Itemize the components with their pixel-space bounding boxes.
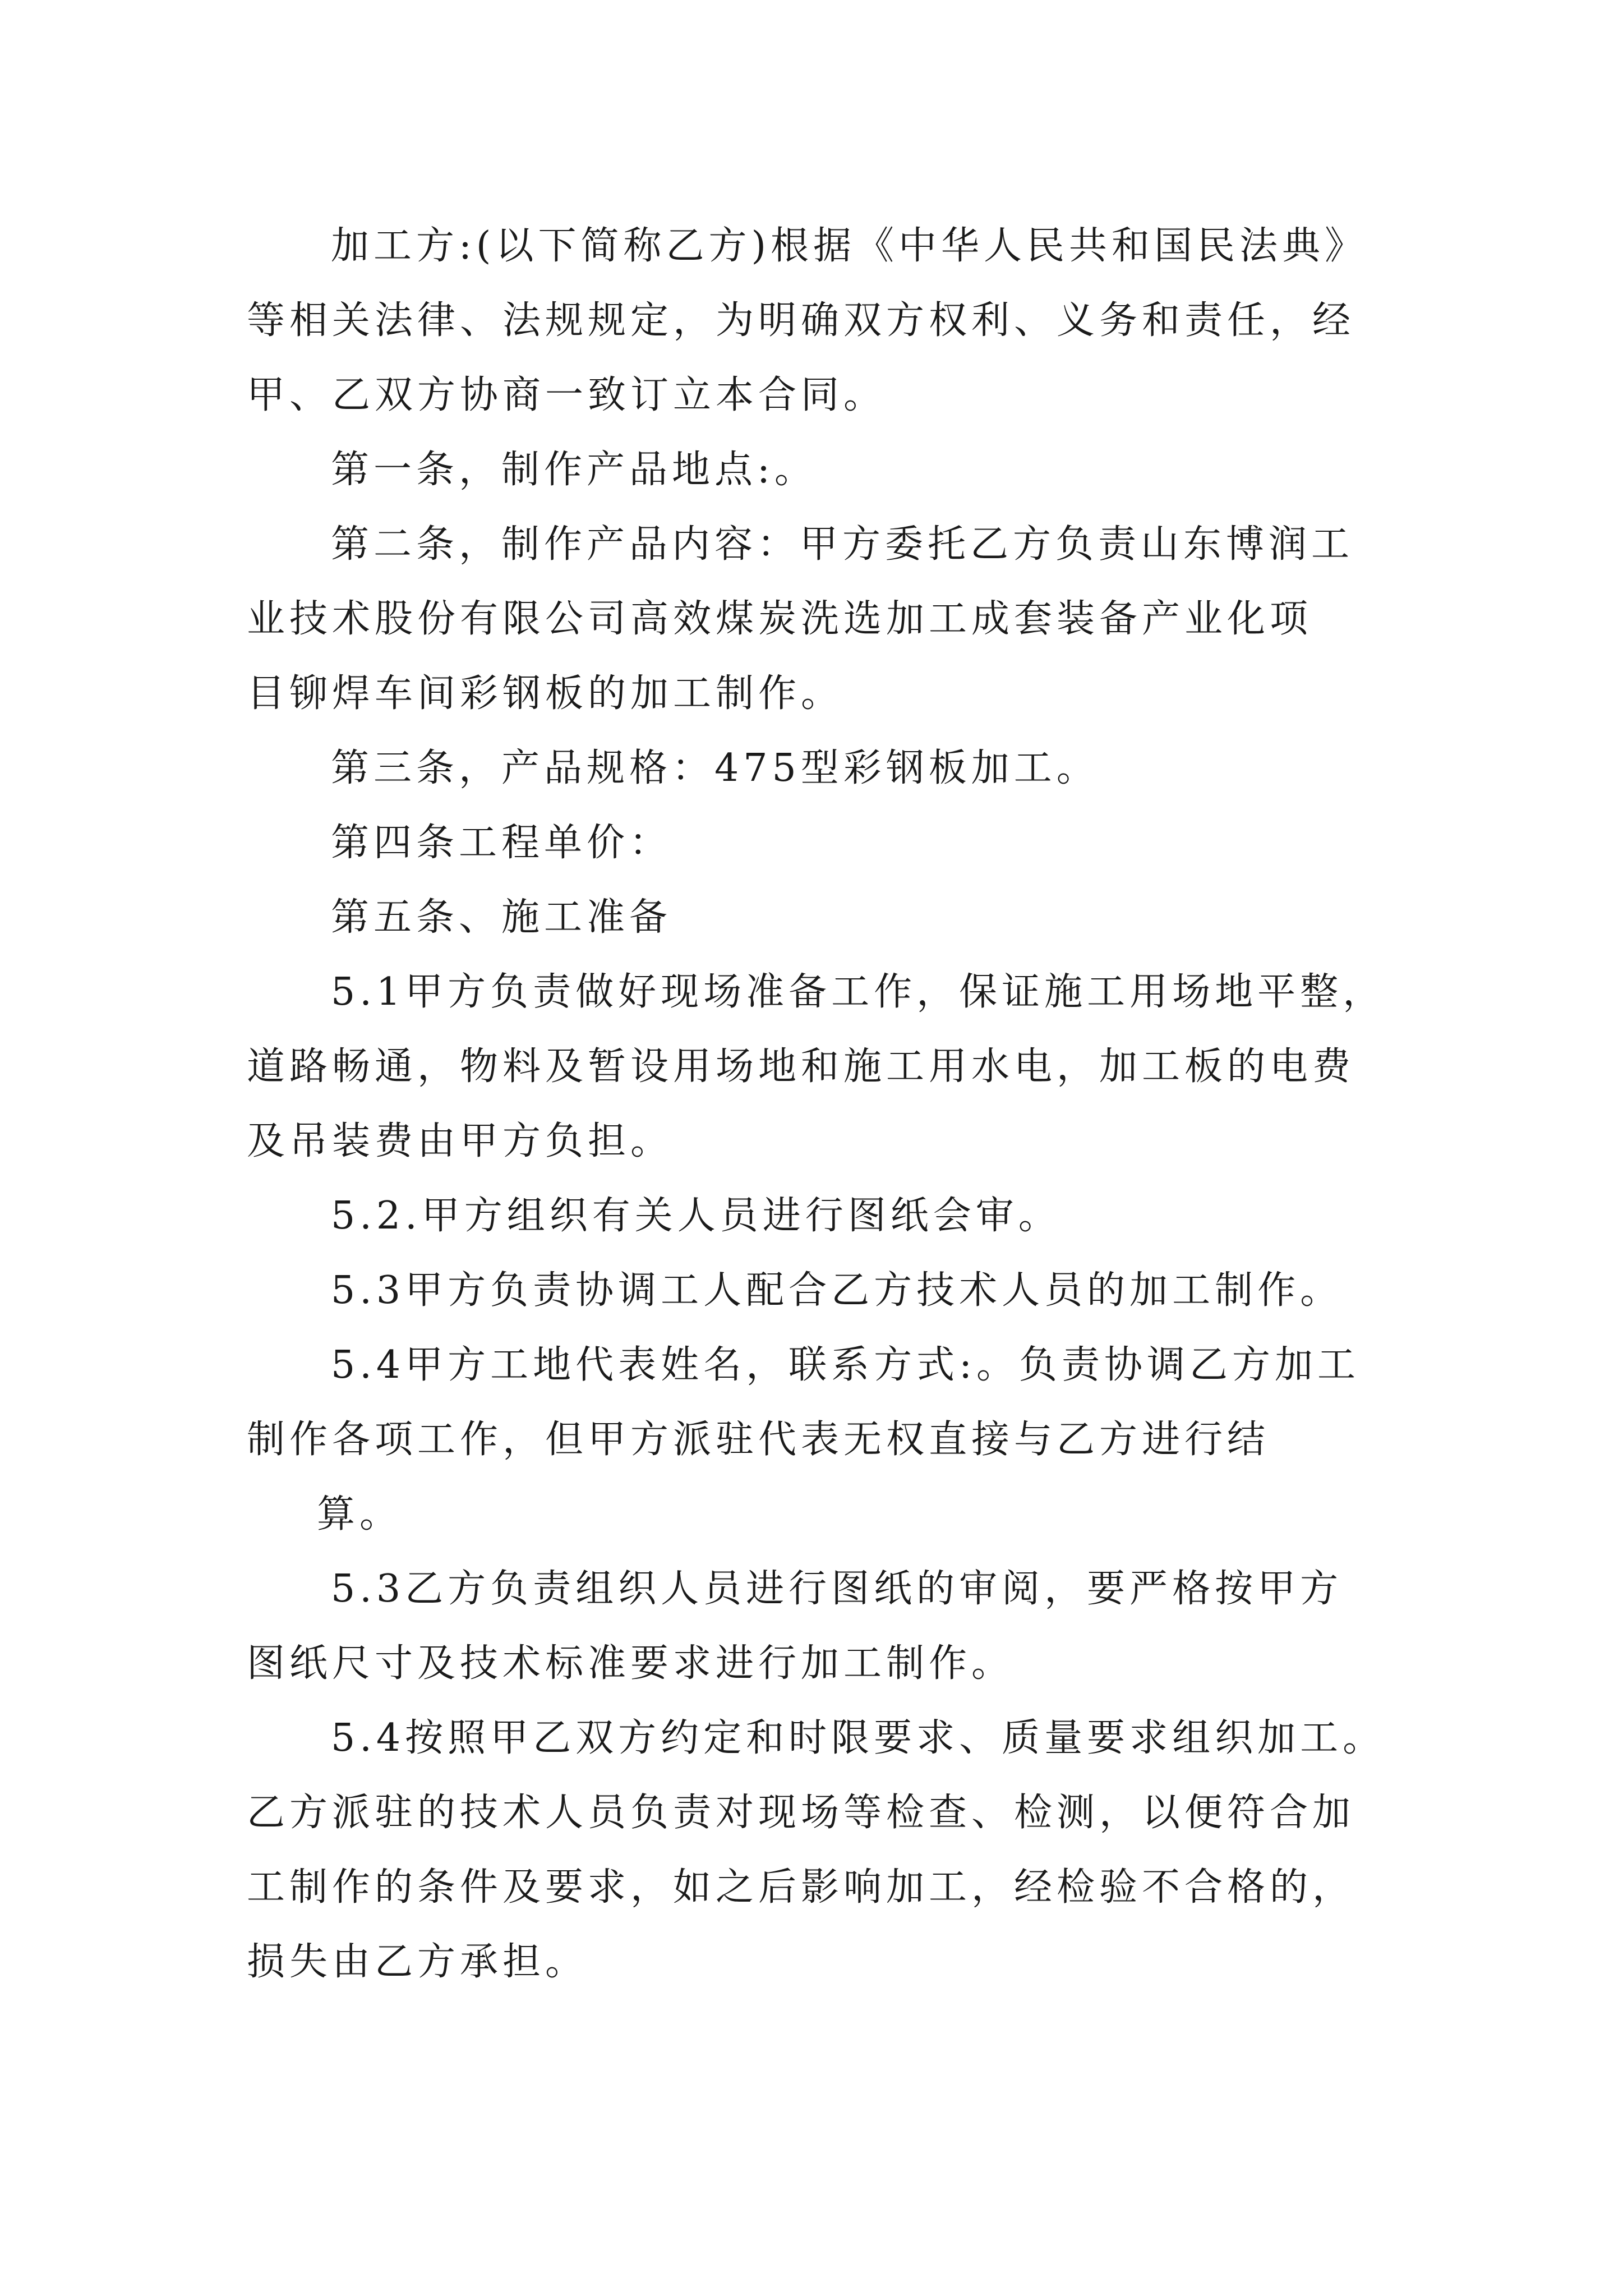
paragraph-line: 加工方:(以下简称乙方)根据《中华人民共和国民法典》 xyxy=(331,224,1367,268)
paragraph-line: 及吊装费由甲方负担。 xyxy=(247,1119,674,1163)
article-1-location: 第一条，制作产品地点:。 xyxy=(331,448,817,492)
paragraph-line: 工制作的条件及要求，如之后影响加工，经检验不合格的， xyxy=(247,1865,1355,1910)
contract-body xyxy=(247,209,1391,1999)
article-2-content: 第二条，制作产品内容：甲方委托乙方负责山东博润工 xyxy=(331,522,1354,567)
article-4-price: 第四条工程单价： xyxy=(331,821,672,865)
paragraph-line: 目铆焊车间彩钢板的加工制作。 xyxy=(247,671,844,716)
paragraph-line: 图纸尺寸及技术标准要求进行加工制作。 xyxy=(247,1641,1015,1686)
paragraph-line: 乙方派驻的技术人员负责对现场等检查、检测，以便符合加 xyxy=(247,1791,1355,1835)
paragraph-line: 等相关法律、法规规定，为明确双方权利、义务和责任，经 xyxy=(247,298,1355,343)
paragraph-line: 道路畅通，物料及暂设用场地和施工用水电，加工板的电费 xyxy=(247,1045,1355,1089)
paragraph-line: 甲、乙双方协商一致订立本合同。 xyxy=(247,373,887,417)
clause-5-4: 5.4甲方工地代表姓名，联系方式:。负责协调乙方加工 xyxy=(331,1343,1361,1387)
clause-5-1: 5.1甲方负责做好现场准备工作，保证施工用场地平整， xyxy=(331,970,1386,1014)
clause-5-3-b: 5.3乙方负责组织人员进行图纸的审阅，要严格按甲方 xyxy=(331,1567,1343,1611)
clause-5-3: 5.3甲方负责协调工人配合乙方技术人员的加工制作。 xyxy=(331,1268,1343,1313)
article-5-heading: 第五条、施工准备 xyxy=(331,895,672,940)
paragraph-line: 损失由乙方承担。 xyxy=(247,1940,588,1984)
paragraph-line: 业技术股份有限公司高效煤炭洗选加工成套装备产业化项 xyxy=(247,597,1313,641)
paragraph-line: 算。 xyxy=(317,1492,403,1536)
clause-5-4-b: 5.4按照甲乙双方约定和时限要求、质量要求组织加工。 xyxy=(331,1716,1386,1760)
paragraph-line: 制作各项工作，但甲方派驻代表无权直接与乙方进行结 xyxy=(247,1418,1270,1462)
article-3-spec: 第三条，产品规格：475型彩钢板加工。 xyxy=(331,746,1099,790)
clause-5-2: 5.2.甲方组织有关人员进行图纸会审。 xyxy=(331,1194,1061,1238)
